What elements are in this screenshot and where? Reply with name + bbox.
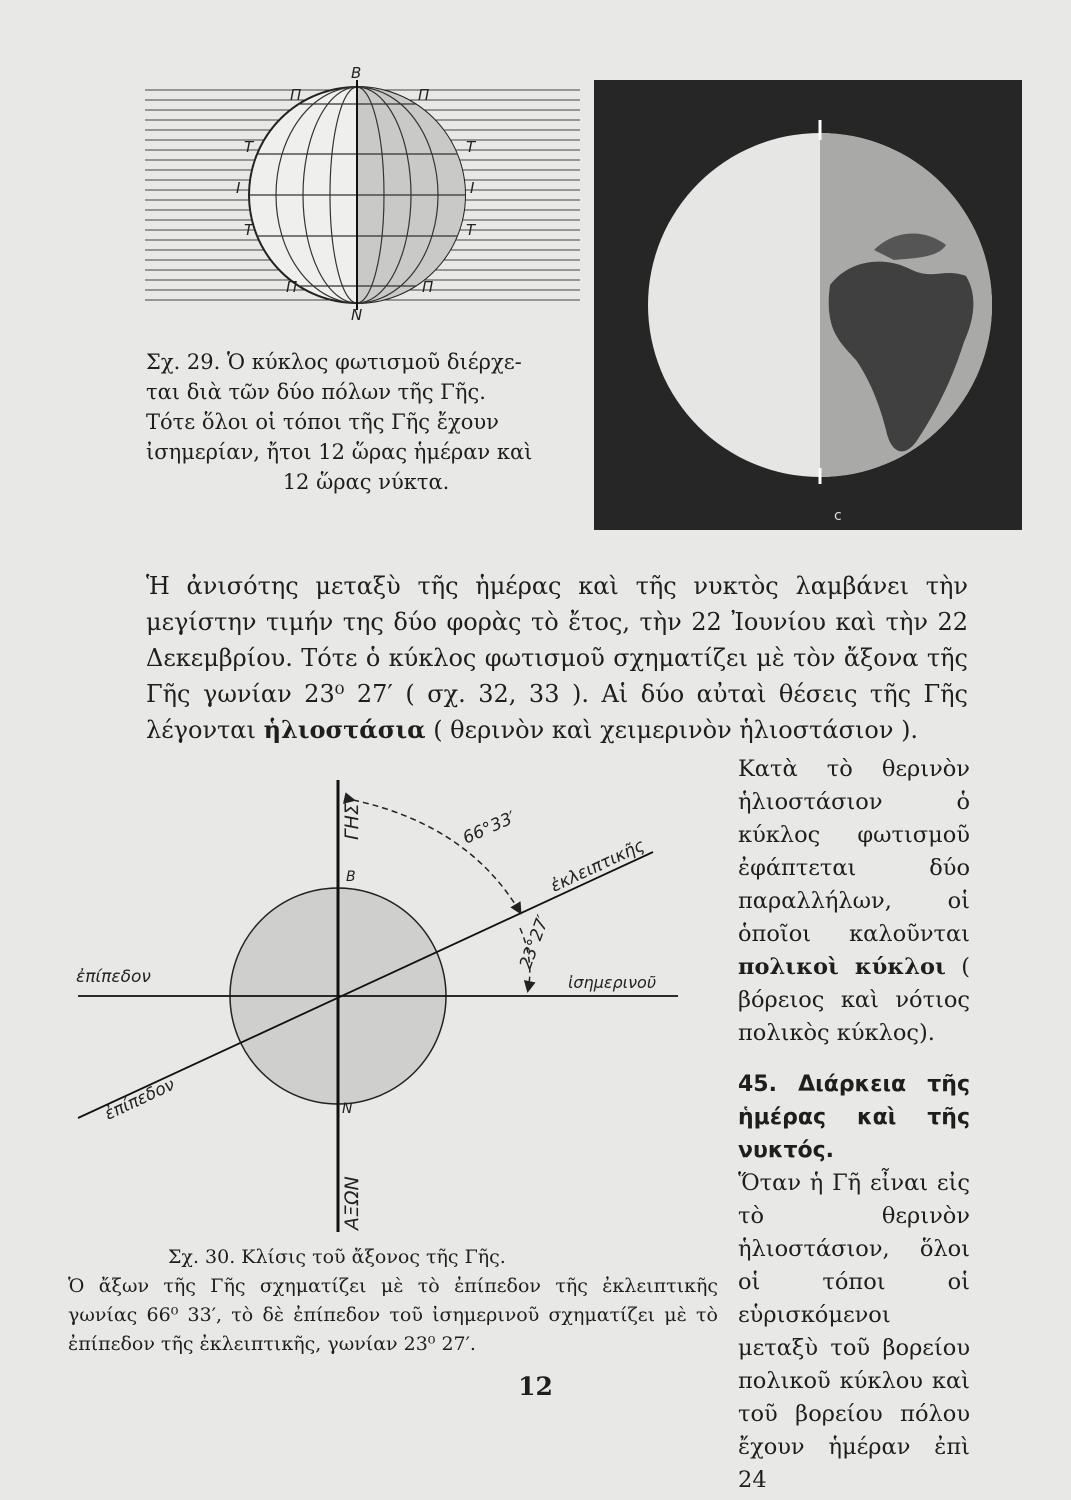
fig29-label: Π [290, 86, 302, 104]
photo-label: c [834, 508, 842, 524]
caption-line: Σχ. 29. Ὁ κύκλος φωτισμοῦ διέρχε- [146, 350, 522, 374]
fig30-label-axis: ΑΞΩΝ [341, 1176, 363, 1230]
earth-photo [594, 80, 1022, 530]
text: ( βόρειος καὶ νότιος πολικὸς κύκλος). [738, 954, 970, 1046]
figure-29-caption [146, 347, 586, 497]
fig29-label: Π [286, 278, 298, 296]
caption-line: 12 ὥρας νύκτα. [282, 470, 450, 494]
caption-body: Ὁ ἄξων τῆς Γῆς σχηματίζει μὲ τὸ ἐπίπεδον τῆς ἐκλειπτικῆς γωνίας 66⁰ 33′, τὸ δὲ ἐπίπεδον τοῦ ἰσημερινοῦ σχηματίζει μὲ τὸ ἐπίπεδον τῆς ἐκλειπτικῆς, γωνίαν 23⁰ 27′. [68, 1275, 718, 1355]
text: Ἡ ἀνισότης μεταξὺ τῆς ἡμέρας καὶ τῆς νυκτὸς λαμβάνει τὴν μεγίστην τιμήν της δύο φορὰς τὸ ἔτος, τὴν 22 Ἰουνίου καὶ τὴν 22 Δεκεμβρίου. Τότε ὁ κύκλος φωτισμοῦ σχηματίζει μὲ τὸν ἄξονα τῆς Γῆς γωνίαν 23⁰ 27′ ( σχ. 32, 33 ). Αἱ δύο αὐταὶ θέσεις τῆς Γῆς λέγονται [146, 572, 968, 744]
fig29-label: T [466, 138, 476, 156]
fig29-label: I [470, 179, 475, 197]
caption-line: ται διὰ τῶν δύο πόλων τῆς Γῆς. [146, 380, 486, 404]
page-number: 12 [518, 1372, 553, 1401]
text: ( θερινὸν καὶ χειμερινὸν ἡλιοστάσιον ). [425, 716, 919, 744]
fig29-label: Π [422, 278, 434, 296]
fig30-label-plane-bottom: ἐπίπεδον [101, 1074, 179, 1125]
term-solstices: ἡλιοστάσια [263, 715, 426, 744]
figure-29-globe [140, 62, 590, 324]
caption-line: Τότε ὅλοι οἱ τόποι τῆς Γῆς ἔχουν [146, 410, 499, 434]
fig29-label: T [244, 138, 254, 156]
fig29-label: T [244, 221, 254, 239]
figure-30-axis-tilt [68, 740, 708, 1240]
fig29-label-north: B [351, 64, 362, 82]
fig29-label-south: N [351, 306, 363, 324]
fig30-label-ecliptic: ἐκλειπτικῆς [547, 835, 648, 897]
fig30-label-south: N [342, 1101, 353, 1117]
text: Κατὰ τὸ θερινὸν ἡλιοστάσιον ὁ κύκλος φωτισμοῦ ἐφάπτεται δύο παραλλήλων, οἱ ὁποῖοι καλοῦνται [738, 756, 970, 947]
figure-30-caption [68, 1243, 718, 1359]
paragraph-solstices [146, 568, 968, 748]
fig30-label-equator: ἰσημερινοῦ [568, 973, 657, 992]
fig29-label: T [466, 221, 476, 239]
caption-title: Σχ. 30. Κλίσις τοῦ ἄξονος τῆς Γῆς. [168, 1246, 506, 1268]
fig30-label-plane-left: ἐπίπεδον [76, 967, 151, 987]
fig29-label: Π [418, 86, 430, 104]
fig30-label-north: B [346, 869, 356, 885]
day-night-paragraph: Ὅταν ἡ Γῆ εἶναι εἰς τὸ θερινὸν ἡλιοστάσιον, ὅλοι οἱ τόποι οἱ εὑρισκόμενοι μεταξὺ τοῦ βορείου πολικοῦ κύκλου καὶ τοῦ βορείου πόλου ἔχουν ἡμέραν ἐπὶ 24 [738, 1170, 970, 1493]
fig30-label-angle1: 66°33′ [459, 807, 519, 849]
term-polar-circles: πολικοὶ κύκλοι [738, 954, 946, 980]
caption-line: ἰσημερίαν, ἤτοι 12 ὥρας ἡμέραν καὶ [146, 440, 533, 464]
fig30-label-earth: ΓΗΣ [341, 803, 363, 840]
fig30-label-angle2: 23°27′ [515, 912, 554, 972]
fig29-label: I [236, 179, 241, 197]
polar-circles-paragraph [738, 753, 970, 1050]
section-heading-45: 45. Διάρκεια τῆς ἡμέρας καὶ τῆς νυκτός. [738, 1072, 970, 1163]
